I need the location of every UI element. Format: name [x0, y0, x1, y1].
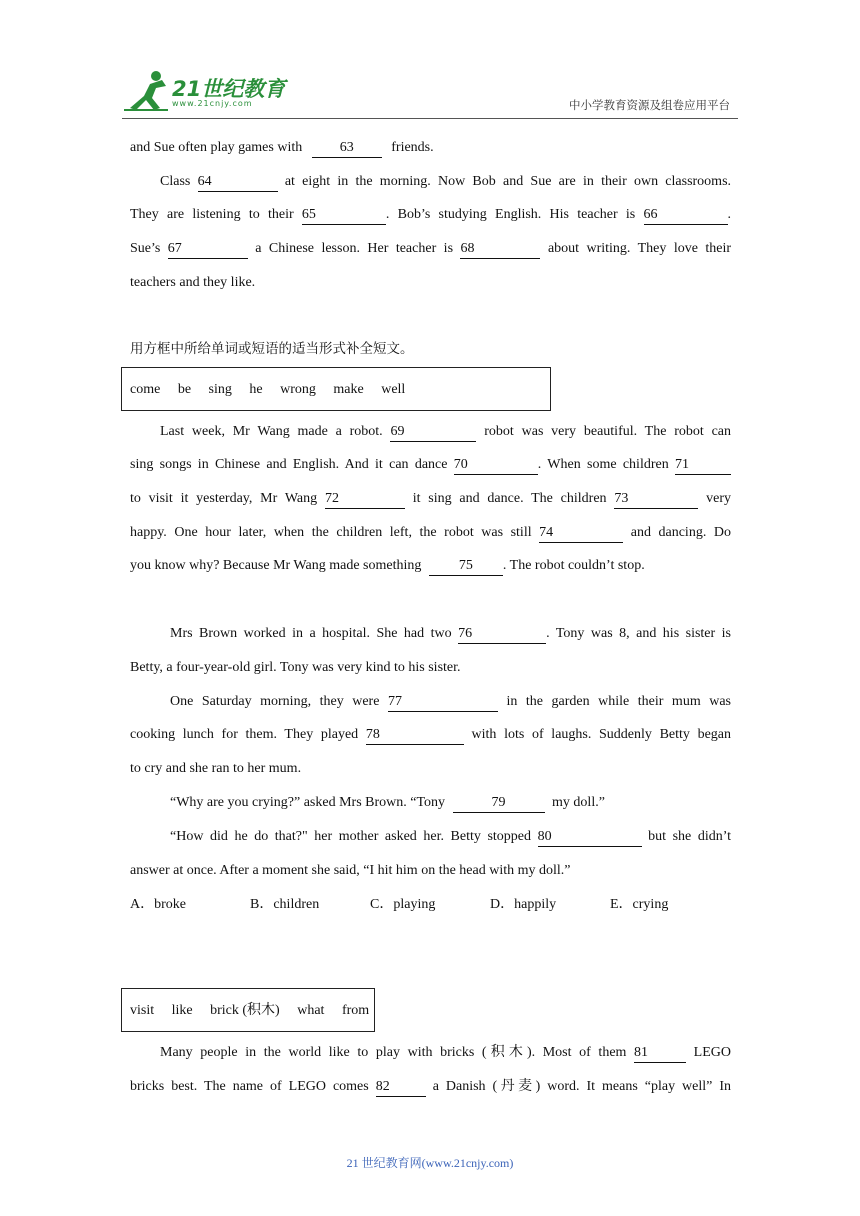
- blank-63[interactable]: 63: [312, 139, 382, 158]
- text-line: to cry and she ran to her mum.: [130, 761, 302, 776]
- logo-text: 21世纪教育: [172, 77, 286, 101]
- text-line: [160, 171, 731, 193]
- text: a Danish (丹麦) word. It means “play well” In: [432, 1079, 732, 1094]
- text-line: [160, 421, 731, 443]
- word-make: make: [333, 382, 364, 397]
- text: Many people in the world like to play with bricks (积木). Most of them: [160, 1045, 627, 1060]
- answer-options: [130, 894, 750, 916]
- blank-79[interactable]: 79: [453, 794, 545, 813]
- blank-65[interactable]: 65: [302, 206, 386, 225]
- text: very: [706, 491, 732, 506]
- page-footer: 21 世纪教育网(www.21cnjy.com): [346, 1156, 514, 1170]
- text: to visit it yesterday, Mr Wang: [130, 491, 318, 506]
- word-be: be: [177, 382, 192, 397]
- word-what: what: [297, 1003, 325, 1018]
- blank-66[interactable]: 66: [644, 206, 728, 225]
- text: and Sue often play games with: [130, 140, 303, 155]
- text: bricks best. The name of LEGO comes: [130, 1079, 369, 1094]
- blank-81[interactable]: 81: [634, 1044, 686, 1063]
- word-sing: sing: [208, 382, 232, 397]
- word-come: come: [130, 382, 161, 397]
- text: about writing. They love their: [547, 241, 732, 256]
- blank-80[interactable]: 80: [538, 828, 642, 847]
- logo-url: www.21cnjy.com: [172, 99, 253, 108]
- text-line: [130, 238, 731, 260]
- header-divider: [122, 118, 738, 119]
- instruction-text: 用方框中所给单词或短语的适当形式补全短文。: [130, 341, 414, 357]
- text-line: [130, 522, 731, 544]
- text-line: [130, 204, 731, 226]
- text: friends.: [391, 140, 434, 155]
- blank-76[interactable]: 76: [458, 625, 546, 644]
- text: Last week, Mr Wang made a robot.: [160, 424, 383, 439]
- word-from: from: [341, 1003, 370, 1018]
- text: “How did he do that?" her mother asked her. Betty stopped: [170, 829, 531, 844]
- blank-77[interactable]: 77: [388, 693, 498, 712]
- text: at eight in the morning. Now Bob and Sue are in their own classrooms.: [284, 174, 732, 189]
- text-line: [130, 488, 731, 510]
- text-line: answer at once. After a moment she said, “I hit him on the head with my doll.”: [130, 863, 571, 878]
- text: in the garden while their mum was: [506, 694, 732, 709]
- text: . Bob’s studying English. His teacher is: [385, 207, 636, 222]
- text-line: [170, 691, 731, 713]
- runner-logo-icon: [122, 68, 172, 114]
- option-d[interactable]: D．happily: [490, 897, 557, 912]
- text: but she didn’t: [648, 829, 732, 844]
- word-he: he: [249, 382, 263, 397]
- blank-70[interactable]: 70: [454, 456, 538, 475]
- text: you know why? Because Mr Wang made something: [130, 558, 422, 573]
- text: with lots of laughs. Suddenly Betty began: [471, 727, 732, 742]
- text: . When some children: [537, 457, 669, 472]
- text-line: [170, 826, 731, 848]
- text-line: [130, 555, 731, 577]
- word-wrong: wrong: [280, 382, 316, 397]
- blank-67[interactable]: 67: [168, 240, 248, 259]
- text-line: [130, 454, 731, 476]
- word-visit: visit: [130, 1003, 155, 1018]
- word-like: like: [171, 1003, 193, 1018]
- text: Mrs Brown worked in a hospital. She had two: [170, 626, 452, 641]
- text: They are listening to their: [130, 207, 294, 222]
- option-e[interactable]: E．crying: [610, 897, 669, 912]
- option-a[interactable]: A．broke: [130, 897, 186, 912]
- word-box: [121, 367, 551, 411]
- text-line: [160, 1042, 731, 1064]
- option-c[interactable]: C．playing: [370, 897, 436, 912]
- header-platform-text: 中小学教育资源及组卷应用平台: [569, 98, 730, 112]
- blank-64[interactable]: 64: [198, 173, 278, 192]
- blank-73[interactable]: 73: [614, 490, 698, 509]
- word-box-2: [121, 988, 375, 1032]
- text: a Chinese lesson. Her teacher is: [255, 241, 454, 256]
- blank-72[interactable]: 72: [325, 490, 405, 509]
- blank-74[interactable]: 74: [539, 524, 623, 543]
- word-well: well: [381, 382, 406, 397]
- blank-78[interactable]: 78: [366, 726, 464, 745]
- text: happy. One hour later, when the children left, the robot was still: [130, 525, 532, 540]
- text: and dancing. Do: [630, 525, 731, 540]
- text: cooking lunch for them. They played: [130, 727, 359, 742]
- text: Sue’s: [130, 241, 161, 256]
- text: LEGO: [693, 1045, 731, 1060]
- page-header: [0, 0, 860, 120]
- blank-68[interactable]: 68: [460, 240, 540, 259]
- text: “Why are you crying?” asked Mrs Brown. “Tony: [170, 795, 446, 810]
- blank-82[interactable]: 82: [376, 1078, 426, 1097]
- text: . Tony was 8, and his sister is: [546, 626, 731, 641]
- text: .: [727, 207, 731, 222]
- text: robot was very beautiful. The robot can: [484, 424, 731, 439]
- text-line: [130, 137, 731, 159]
- text: it sing and dance. The children: [412, 491, 607, 506]
- blank-71[interactable]: 71: [675, 456, 731, 475]
- text: Class: [160, 174, 191, 189]
- text: sing songs in Chinese and English. And it can dance: [130, 457, 448, 472]
- text-line: teachers and they like.: [130, 275, 256, 290]
- blank-69[interactable]: 69: [390, 423, 476, 442]
- text-line: Betty, a four-year-old girl. Tony was very kind to his sister.: [130, 660, 461, 675]
- word-brick: brick (积木): [210, 1003, 280, 1018]
- text: One Saturday morning, they were: [170, 694, 380, 709]
- option-b[interactable]: B．children: [250, 897, 320, 912]
- text-line: [170, 792, 731, 814]
- site-logo: [122, 68, 292, 114]
- text: . The robot couldn’t stop.: [502, 558, 645, 573]
- blank-75[interactable]: 75: [429, 557, 503, 576]
- text-line: [130, 724, 731, 746]
- text-line: [130, 1076, 731, 1098]
- text-line: [170, 623, 731, 645]
- text: my doll.”: [552, 795, 605, 810]
